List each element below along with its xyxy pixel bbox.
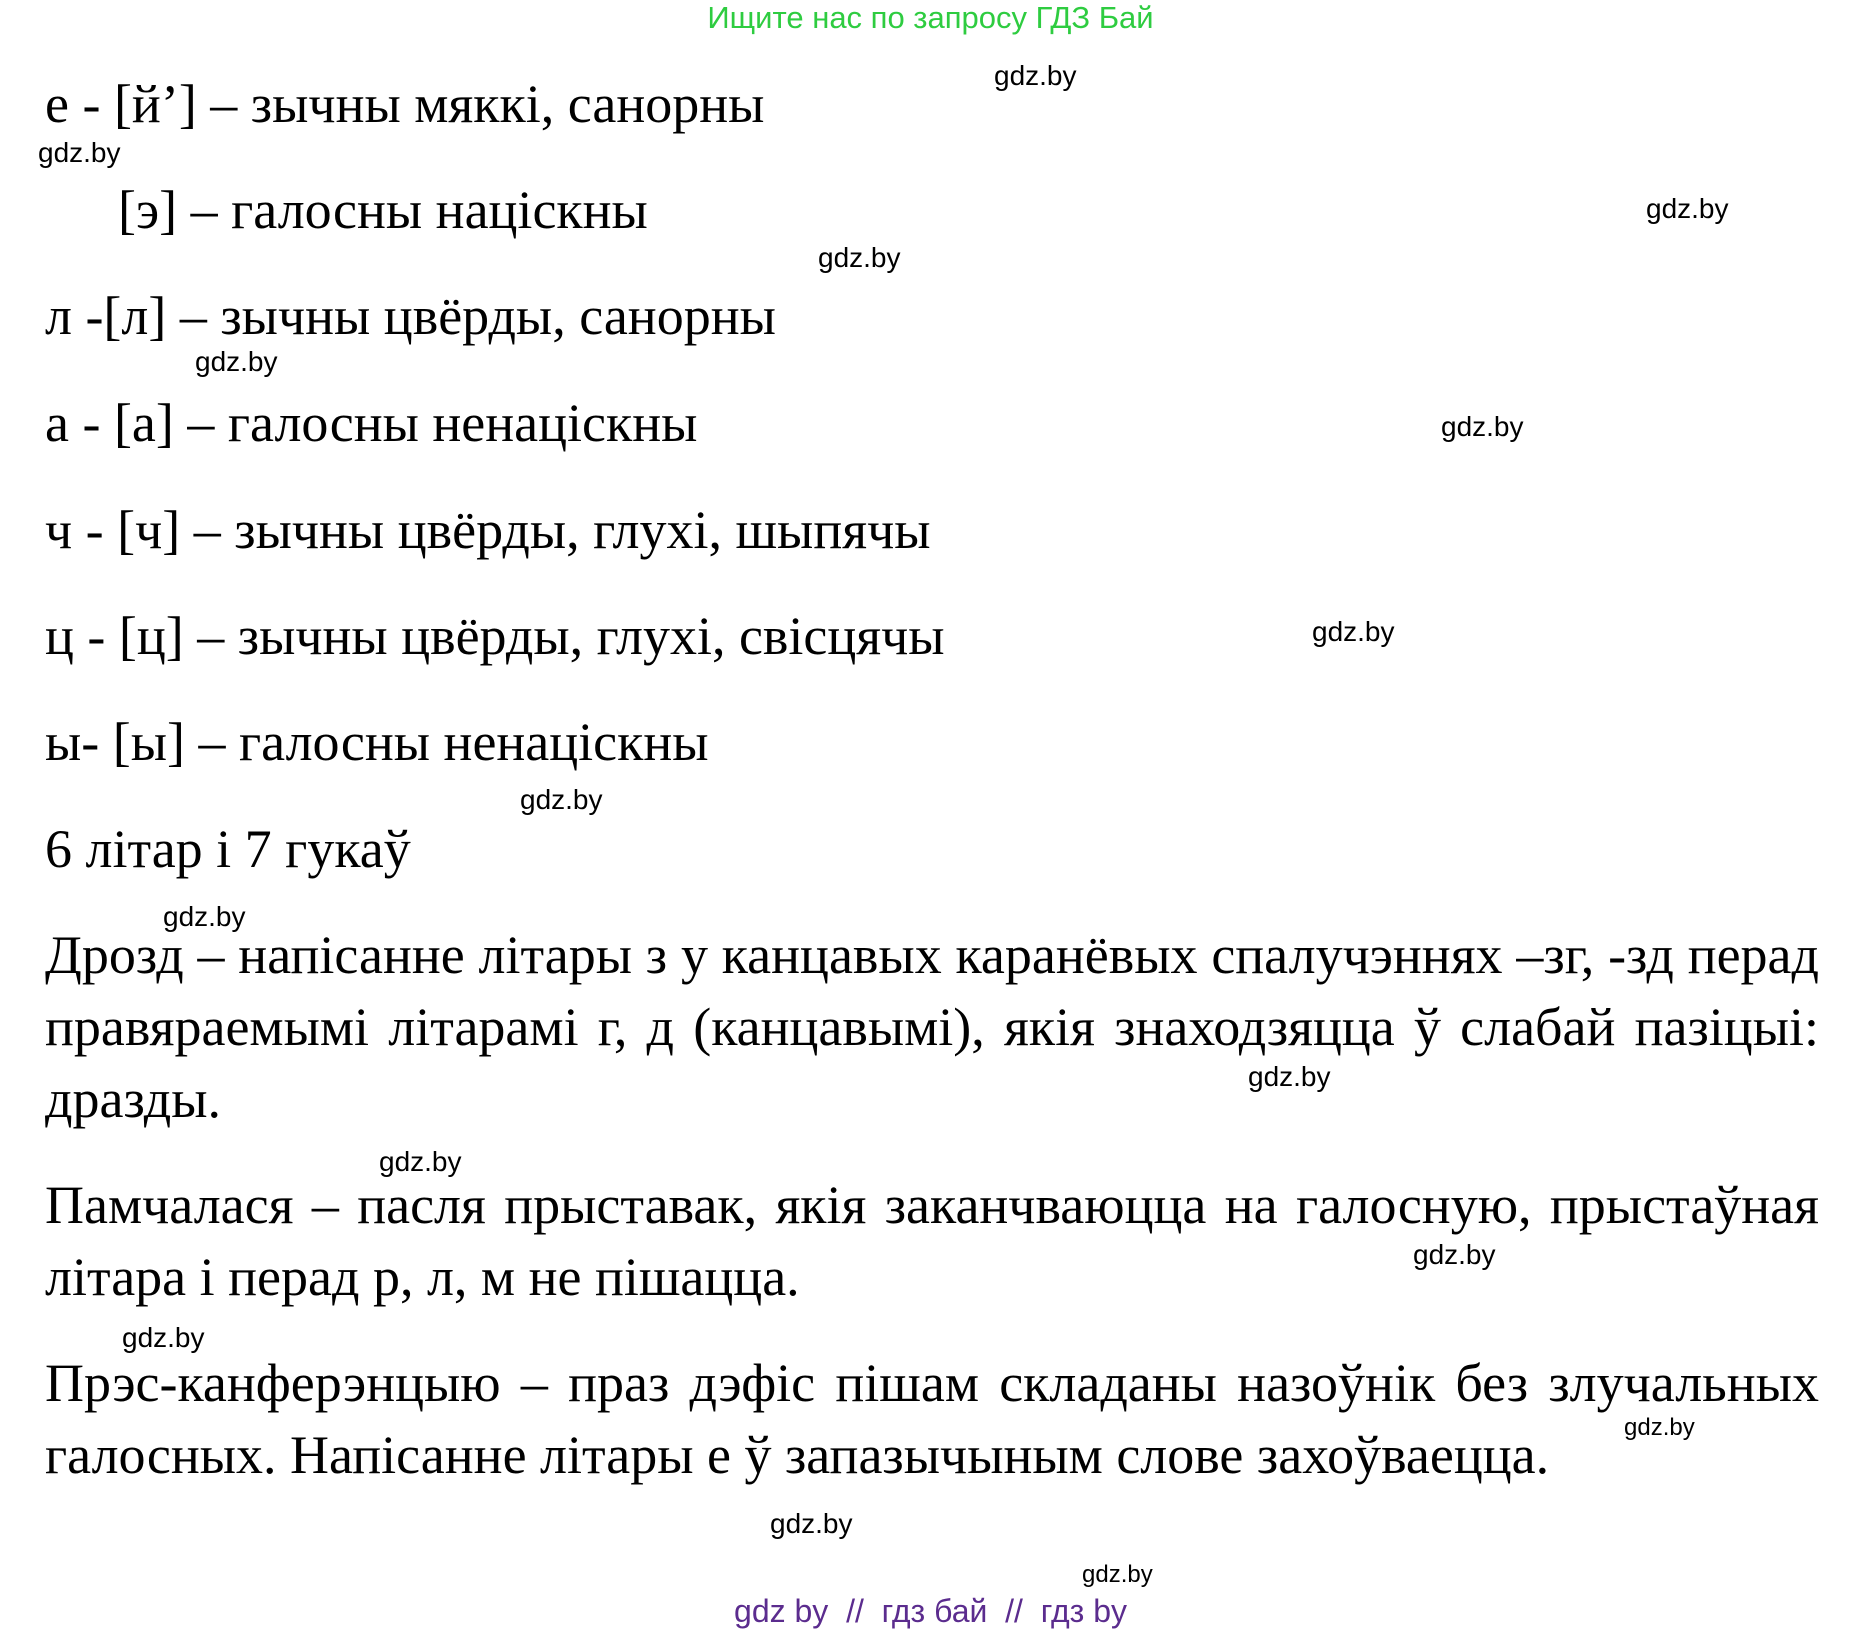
watermark: gdz.by	[1624, 1414, 1695, 1441]
phonetic-line-e: е - [й’] – зычны мяккі, санорны	[45, 74, 765, 134]
footer-links: gdz by // гдз бай // гдз by	[734, 1593, 1127, 1629]
explanation-press-konferentsyyu: Прэс-канферэнцыю – праз дэфіс пішам складаны назоўнік без злучальных галосных. Напісанне літары е ў запазычыным слове захоўваецца.	[45, 1353, 1819, 1485]
watermark: gdz.by	[1441, 411, 1524, 442]
phonetic-line-a: а - [а] – галосны ненаціскны	[45, 393, 698, 453]
watermark: gdz.by	[1248, 1061, 1331, 1092]
phonetic-line-ch: ч - [ч] – зычны цвёрды, глухі, шыпячы	[45, 500, 931, 560]
phonetic-line-e-vowel: [э] – галосны націскны	[118, 180, 648, 240]
watermark: gdz.by	[1413, 1239, 1496, 1270]
watermark: gdz.by	[1082, 1561, 1153, 1588]
search-banner: Ищите нас по запросу ГДЗ Бай	[707, 0, 1154, 35]
watermark: gdz.by	[163, 901, 246, 932]
watermark: gdz.by	[1646, 193, 1729, 224]
explanation-pamchalasya: Памчалася – пасля прыставак, якія заканчваюцца на галосную, прыстаўная літара і перад р, л, м не пішацца.	[45, 1175, 1819, 1307]
watermark: gdz.by	[38, 137, 121, 168]
watermark: gdz.by	[520, 784, 603, 815]
watermark: gdz.by	[379, 1146, 462, 1177]
watermark: gdz.by	[195, 346, 278, 377]
phonetic-line-y: ы- [ы] – галосны ненаціскны	[45, 712, 709, 772]
watermark: gdz.by	[994, 60, 1077, 91]
phonetic-line-ts: ц - [ц] – зычны цвёрды, глухі, свісцячы	[45, 606, 945, 666]
watermark: gdz.by	[818, 242, 901, 273]
watermark: gdz.by	[770, 1508, 853, 1539]
watermark: gdz.by	[122, 1322, 205, 1353]
explanation-drozd: Дрозд – напісанне літары з у канцавых каранёвых спалучэннях –зг, -зд перад правяраемымі літарамі г, д (канцавымі), якія знаходзяцца ў слабай пазіцыі: дразды.	[45, 925, 1819, 1129]
letter-sound-count: 6 літар і 7 гукаў	[45, 819, 411, 879]
phonetic-line-l: л -[л] – зычны цвёрды, санорны	[45, 286, 776, 346]
watermark: gdz.by	[1312, 616, 1395, 647]
